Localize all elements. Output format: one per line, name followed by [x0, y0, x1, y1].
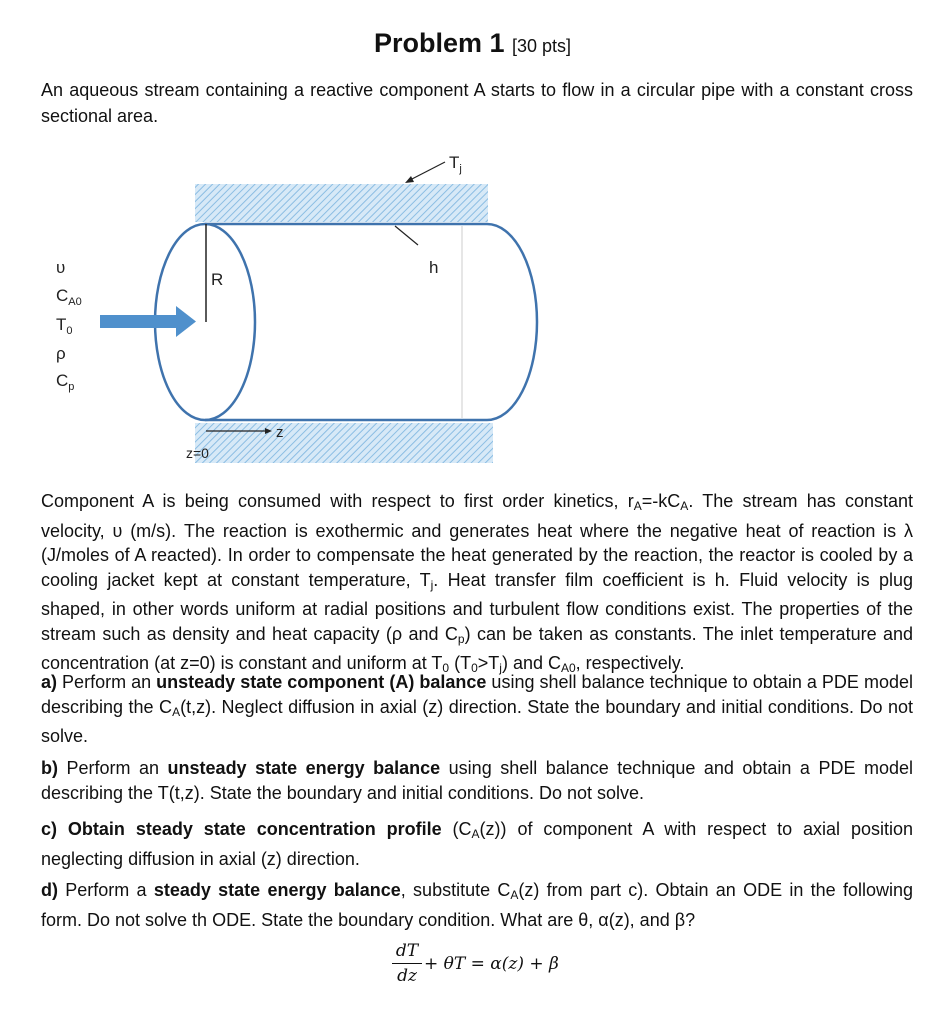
tj-pointer: [410, 162, 445, 180]
ode-equation: [392, 941, 592, 991]
top-jacket: [195, 184, 488, 222]
inlet-arrow-shaft: [100, 315, 178, 328]
part-d: d) Perform a steady state energy balance, substitute $C_A(z)$ from part c). Obtain an ODE in the following form. Do not solve th ODE. State the boundary condition. What are θ, α(z), and β?: [41, 880, 913, 930]
problem-title: [0, 28, 945, 59]
inlet-arrow-head: [176, 306, 196, 337]
fraction-numerator: dT: [395, 941, 419, 961]
fraction-denominator: dz: [397, 966, 417, 986]
title-text: Problem 1: [373, 28, 505, 58]
pipe-diagram: [0, 140, 945, 480]
heat-capacity-label: $C_p$: [56, 371, 75, 393]
h-pointer: [395, 226, 418, 245]
h-label: h: [429, 258, 439, 277]
part-c: c) Obtain steady state concentration profile $(C_A(z))$ of component A with respect to axial position neglecting diffusion in axial (z) direction.: [41, 819, 913, 869]
problem-description: Component A is being consumed with respect to first order kinetics, $r_A=-kC_A$. The stream has constant velocity, υ (m/s). The reaction is exothermic and generates heat where the negative heat of reaction is λ (J/moles of A reacted). In order to compensate the heat generated by the reaction, the reactor is cooled by a cooling jacket kept at constant temperature, $T_j$. Heat transfer film coefficient is h. Fluid velocity is plug shaped, in other words uniform at radial positions and turbulent flow conditions exist. The properties of the stream such as density and heat capacity (ρ and $C_p$) can be taken as constants. The inlet temperature and concentration (at z=0) is constant and uniform at $T_0$ $(T_0>T_j)$ and $C_{A0}$, respectively.: [41, 491, 914, 675]
derivative-fraction: [392, 941, 422, 986]
inlet-temp-label: $T_0$: [56, 315, 73, 337]
bottom-jacket: [195, 423, 493, 463]
intro-paragraph: An aqueous stream containing a reactive component A starts to flow in a circular pipe with a constant cross sectional area.: [41, 80, 913, 126]
tj-label: $T_j$: [449, 153, 462, 175]
fraction-bar: [392, 963, 422, 964]
tj-pointer-head: [405, 176, 414, 183]
part-a: a) Perform an unsteady state component (A) balance using shell balance technique to obtain a PDE model describing the $C_A(t,z)$. Neglect diffusion in axial (z) direction. State the boundary and initial conditions. Do not solve.: [41, 672, 913, 746]
inlet-conc-label: $C_{A0}$: [56, 286, 82, 308]
title-points: [30 pts]: [512, 36, 572, 56]
z0-label: z=0: [186, 445, 209, 461]
z-label: z: [276, 424, 284, 441]
outlet-arc: [487, 224, 537, 420]
velocity-label: υ: [56, 258, 66, 277]
part-b: b) Perform an unsteady state energy balance using shell balance technique and obtain a PDE model describing the T(t,z). State the boundary and initial conditions. Do not solve.: [41, 758, 913, 803]
equation-rest: + θT = α(z) + β: [424, 954, 559, 974]
density-label: ρ: [56, 344, 66, 363]
r-label: R: [211, 270, 224, 289]
